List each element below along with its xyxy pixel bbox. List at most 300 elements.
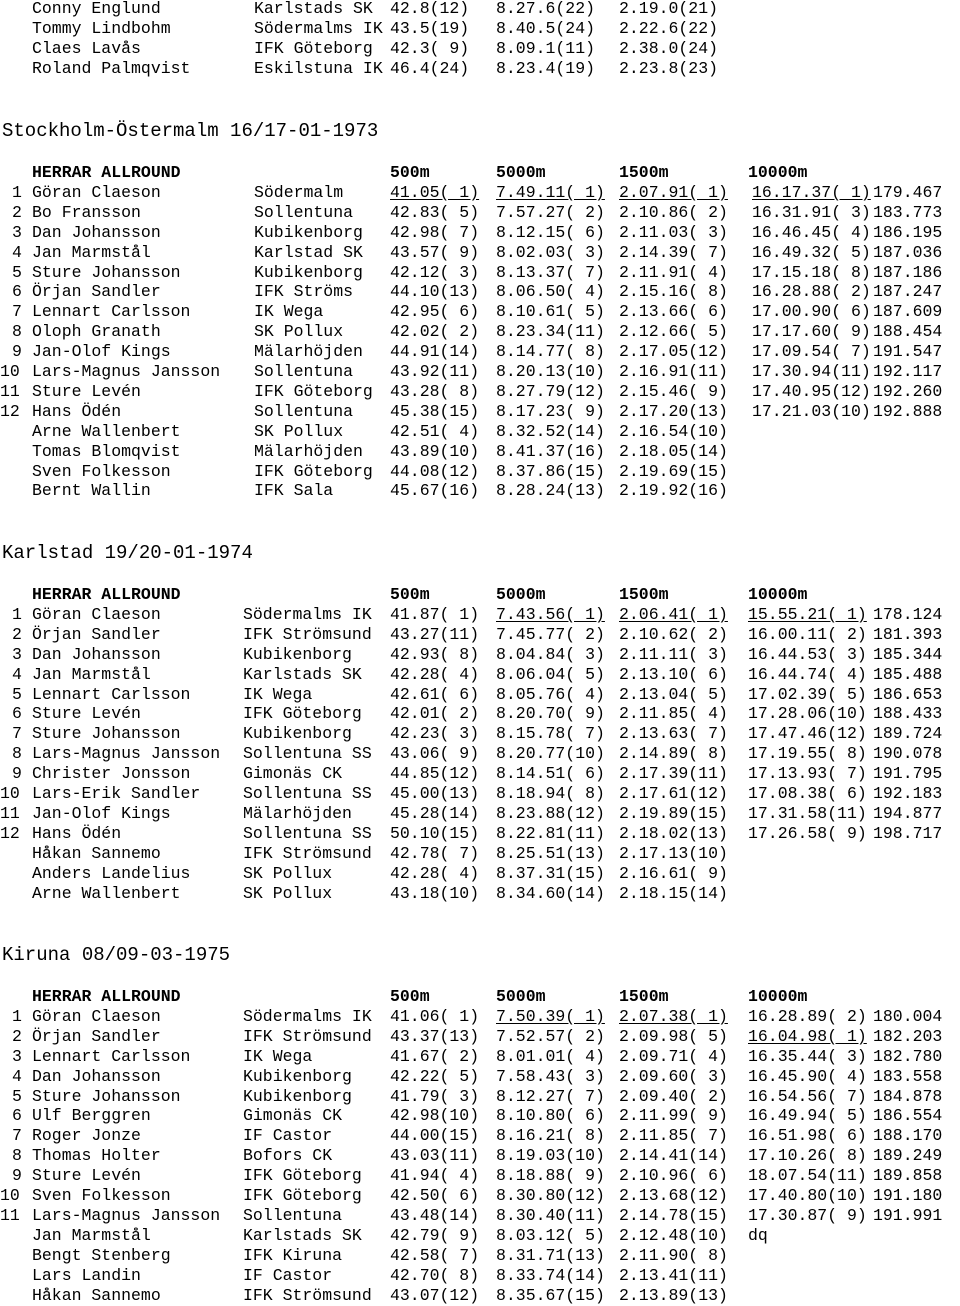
result-500m: 43.57( 9) xyxy=(390,242,480,262)
athlete-name: Sture Johansson xyxy=(32,262,181,282)
result-5000m: 8.05.76( 4) xyxy=(496,684,605,704)
athlete-name: Lars-Magnus Jansson xyxy=(32,362,221,381)
result-500m: 42.3( 9) xyxy=(390,38,470,58)
athlete-name: Hans Ödén xyxy=(32,823,122,843)
result-1500m: 2.19.0(21) xyxy=(619,0,719,18)
place-number: 7 xyxy=(12,724,22,744)
result-1500m: 2.10.86( 2) xyxy=(619,202,728,222)
total-points: 189.724 xyxy=(873,724,943,744)
result-500m: 50.10(15) xyxy=(390,823,480,843)
header-1500m: 1500m xyxy=(619,987,669,1006)
club-name: Södermalms IK xyxy=(243,604,372,624)
result-5000m: 8.37.31(15) xyxy=(496,863,605,883)
club-name: SK Pollux xyxy=(243,863,333,883)
result-10000m: 16.44.53( 3) xyxy=(748,644,867,664)
result-10000m: 16.49.94( 5) xyxy=(748,1106,867,1126)
result-500m: 45.00(13) xyxy=(390,784,480,803)
total-points: 191.547 xyxy=(873,342,943,362)
result-1500m: 2.17.05(12) xyxy=(619,342,728,362)
club-name: IFK Strömsund xyxy=(243,843,372,863)
club-name: Sollentuna xyxy=(254,401,354,421)
result-1500m: 2.11.85( 7) xyxy=(619,1126,728,1146)
total-points: 178.124 xyxy=(873,604,943,624)
club-name: Mälarhöjden xyxy=(243,803,352,823)
result-5000m: 8.12.27( 7) xyxy=(496,1086,605,1106)
athlete-name: Lars-Magnus Jansson xyxy=(32,744,221,764)
club-name: Sollentuna xyxy=(254,362,354,381)
club-name: IFK Kiruna xyxy=(243,1245,343,1265)
athlete-name: Håkan Sannemo xyxy=(32,843,161,863)
place-number: 2 xyxy=(12,202,22,222)
athlete-name: Örjan Sandler xyxy=(32,282,161,302)
club-name: Kubikenborg xyxy=(254,262,363,282)
total-points: 192.260 xyxy=(873,381,943,401)
header-1500m: 1500m xyxy=(619,163,669,182)
club-name: Mälarhöjden xyxy=(254,342,363,362)
result-10000m: 17.40.95(12) xyxy=(752,381,871,401)
result-5000m: 8.15.78( 7) xyxy=(496,724,605,744)
result-5000m: 8.06.50( 4) xyxy=(496,282,605,302)
result-5000m: 8.01.01( 4) xyxy=(496,1046,605,1066)
athlete-name: Sture Johansson xyxy=(32,1086,181,1106)
club-name: Bofors CK xyxy=(243,1146,333,1166)
result-1500m: 2.14.89( 8) xyxy=(619,744,728,764)
result-5000m: 8.27.6(22) xyxy=(496,0,596,18)
result-10000m: 17.28.06(10) xyxy=(748,704,867,724)
club-name: IK Wega xyxy=(243,684,313,704)
result-500m: 43.92(11) xyxy=(390,362,480,381)
total-points: 191.180 xyxy=(873,1186,943,1205)
place-number: 7 xyxy=(12,1126,22,1146)
result-1500m: 2.09.98( 5) xyxy=(619,1026,728,1046)
place-number: 6 xyxy=(12,1106,22,1126)
result-500m: 41.05( 1) xyxy=(390,182,480,202)
athlete-name: Sture Johansson xyxy=(32,724,181,744)
athlete-name: Jan Marmstål xyxy=(32,242,151,262)
result-10000m: 16.45.90( 4) xyxy=(748,1066,867,1086)
total-points: 183.558 xyxy=(873,1066,943,1086)
result-5000m: 8.40.5(24) xyxy=(496,18,596,38)
place-number: 4 xyxy=(12,1066,22,1086)
result-5000m: 7.58.43( 3) xyxy=(496,1066,605,1086)
result-500m: 43.06( 9) xyxy=(390,744,480,764)
header-category: HERRAR ALLROUND xyxy=(32,987,181,1006)
result-500m: 42.93( 8) xyxy=(390,644,480,664)
result-1500m: 2.11.85( 4) xyxy=(619,704,728,724)
result-1500m: 2.16.61( 9) xyxy=(619,863,728,883)
club-name: SK Pollux xyxy=(254,421,344,441)
total-points: 186.554 xyxy=(873,1106,943,1126)
result-1500m: 2.14.39( 7) xyxy=(619,242,728,262)
result-5000m: 8.30.80(12) xyxy=(496,1186,605,1205)
result-500m: 44.10(13) xyxy=(390,282,480,302)
athlete-name: Håkan Sannemo xyxy=(32,1285,161,1305)
competition-title: Kiruna 08/09-03-1975 xyxy=(2,944,231,966)
result-5000m: 8.20.13(10) xyxy=(496,362,605,381)
result-5000m: 8.13.37( 7) xyxy=(496,262,605,282)
athlete-name: Ulf Berggren xyxy=(32,1106,151,1126)
result-500m: 42.22( 5) xyxy=(390,1066,480,1086)
result-1500m: 2.11.99( 9) xyxy=(619,1106,728,1126)
athlete-name: Arne Wallenbert xyxy=(32,421,181,441)
result-5000m: 8.20.70( 9) xyxy=(496,704,605,724)
result-1500m: 2.18.02(13) xyxy=(619,823,728,843)
result-1500m: 2.14.41(14) xyxy=(619,1146,728,1166)
result-5000m: 7.50.39( 1) xyxy=(496,1006,605,1026)
result-5000m: 8.37.86(15) xyxy=(496,461,605,481)
header-5000m: 5000m xyxy=(496,987,546,1006)
competition-title: Stockholm-Östermalm 16/17-01-1973 xyxy=(2,120,379,142)
result-500m: 45.38(15) xyxy=(390,401,480,421)
result-5000m: 8.32.52(14) xyxy=(496,421,605,441)
club-name: IFK Strömsund xyxy=(243,1026,372,1046)
result-10000m: 17.15.18( 8) xyxy=(752,262,871,282)
athlete-name: Dan Johansson xyxy=(32,1066,161,1086)
athlete-name: Bengt Stenberg xyxy=(32,1245,171,1265)
result-1500m: 2.09.60( 3) xyxy=(619,1066,728,1086)
result-10000m: 16.46.45( 4) xyxy=(752,222,871,242)
total-points: 188.433 xyxy=(873,704,943,724)
result-1500m: 2.11.91( 4) xyxy=(619,262,728,282)
total-points: 191.795 xyxy=(873,764,943,784)
result-1500m: 2.15.16( 8) xyxy=(619,282,728,302)
place-number: 9 xyxy=(12,764,22,784)
result-1500m: 2.07.38( 1) xyxy=(619,1006,728,1026)
result-500m: 42.98( 7) xyxy=(390,222,480,242)
club-name: Sollentuna xyxy=(254,202,354,222)
result-5000m: 8.23.34(11) xyxy=(496,322,605,342)
result-10000m: 16.00.11( 2) xyxy=(748,624,867,644)
result-5000m: 8.31.71(13) xyxy=(496,1245,605,1265)
total-points: 186.195 xyxy=(873,222,943,242)
result-5000m: 7.52.57( 2) xyxy=(496,1026,605,1046)
result-5000m: 8.17.23( 9) xyxy=(496,401,605,421)
total-points: 192.183 xyxy=(873,784,943,803)
club-name: Sollentuna SS xyxy=(243,744,372,764)
total-points: 179.467 xyxy=(873,182,943,202)
result-10000m: 16.28.88( 2) xyxy=(752,282,871,302)
club-name: Södermalms IK xyxy=(243,1006,372,1026)
result-1500m: 2.15.46( 9) xyxy=(619,381,728,401)
result-10000m: 17.30.87( 9) xyxy=(748,1205,867,1225)
result-500m: 41.87( 1) xyxy=(390,604,480,624)
result-1500m: 2.16.54(10) xyxy=(619,421,728,441)
header-category: HERRAR ALLROUND xyxy=(32,585,181,604)
place-number: 3 xyxy=(12,644,22,664)
result-1500m: 2.19.69(15) xyxy=(619,461,728,481)
total-points: 194.877 xyxy=(873,803,943,823)
total-points: 188.170 xyxy=(873,1126,943,1146)
total-points: 189.858 xyxy=(873,1166,943,1186)
result-1500m: 2.18.05(14) xyxy=(619,441,728,461)
result-500m: 44.08(12) xyxy=(390,461,480,481)
result-500m: 42.28( 4) xyxy=(390,664,480,684)
result-1500m: 2.13.89(13) xyxy=(619,1285,728,1305)
athlete-name: Hans Ödén xyxy=(32,401,122,421)
club-name: IF Castor xyxy=(243,1126,333,1146)
result-500m: 45.67(16) xyxy=(390,481,480,501)
club-name: Södermalms IK xyxy=(254,18,383,38)
total-points: 180.004 xyxy=(873,1006,943,1026)
place-number: 10 xyxy=(0,784,20,803)
result-10000m: 15.55.21( 1) xyxy=(748,604,867,624)
athlete-name: Sture Levén xyxy=(32,381,141,401)
result-500m: 41.94( 4) xyxy=(390,1166,480,1186)
result-500m: 42.01( 2) xyxy=(390,704,480,724)
result-10000m: 16.35.44( 3) xyxy=(748,1046,867,1066)
result-10000m: 16.54.56( 7) xyxy=(748,1086,867,1106)
total-points: 191.991 xyxy=(873,1205,943,1225)
place-number: 9 xyxy=(12,342,22,362)
place-number: 10 xyxy=(0,1186,20,1205)
athlete-name: Anders Landelius xyxy=(32,863,191,883)
total-points: 189.249 xyxy=(873,1146,943,1166)
result-1500m: 2.14.78(15) xyxy=(619,1205,728,1225)
result-5000m: 8.10.80( 6) xyxy=(496,1106,605,1126)
result-5000m: 8.27.79(12) xyxy=(496,381,605,401)
result-500m: 42.98(10) xyxy=(390,1106,480,1126)
result-5000m: 8.35.67(15) xyxy=(496,1285,605,1305)
competition-title: Karlstad 19/20-01-1974 xyxy=(2,542,253,564)
result-5000m: 8.19.03(10) xyxy=(496,1146,605,1166)
club-name: Kubikenborg xyxy=(254,222,363,242)
result-500m: 42.50( 6) xyxy=(390,1186,480,1205)
result-1500m: 2.16.91(11) xyxy=(619,362,728,381)
athlete-name: Jan-Olof Kings xyxy=(32,803,171,823)
athlete-name: Roger Jonze xyxy=(32,1126,141,1146)
athlete-name: Thomas Holter xyxy=(32,1146,161,1166)
place-number: 11 xyxy=(0,381,20,401)
result-500m: 42.95( 6) xyxy=(390,302,480,322)
club-name: IK Wega xyxy=(243,1046,313,1066)
result-10000m: 17.30.94(11) xyxy=(752,362,871,381)
result-10000m: 16.04.98( 1) xyxy=(748,1026,867,1046)
result-5000m: 8.20.77(10) xyxy=(496,744,605,764)
result-500m: 43.18(10) xyxy=(390,883,480,903)
athlete-name: Göran Claeson xyxy=(32,604,161,624)
result-500m: 42.12( 3) xyxy=(390,262,480,282)
place-number: 4 xyxy=(12,242,22,262)
athlete-name: Göran Claeson xyxy=(32,182,161,202)
club-name: Södermalm xyxy=(254,182,344,202)
header-category: HERRAR ALLROUND xyxy=(32,163,181,182)
club-name: IFK Göteborg xyxy=(254,461,373,481)
club-name: IFK Sala xyxy=(254,481,334,501)
result-5000m: 8.12.15( 6) xyxy=(496,222,605,242)
place-number: 1 xyxy=(12,604,22,624)
club-name: Eskilstuna IK xyxy=(254,58,383,78)
athlete-name: Jan Marmstål xyxy=(32,1225,151,1245)
result-500m: 42.58( 7) xyxy=(390,1245,480,1265)
result-5000m: 8.22.81(11) xyxy=(496,823,605,843)
athlete-name: Bernt Wallin xyxy=(32,481,151,501)
result-5000m: 8.18.94( 8) xyxy=(496,784,605,803)
club-name: Karlstads SK xyxy=(243,664,362,684)
place-number: 1 xyxy=(12,182,22,202)
club-name: IK Wega xyxy=(254,302,324,322)
total-points: 185.488 xyxy=(873,664,943,684)
result-5000m: 7.45.77( 2) xyxy=(496,624,605,644)
result-500m: 46.4(24) xyxy=(390,58,470,78)
result-500m: 42.61( 6) xyxy=(390,684,480,704)
result-1500m: 2.18.15(14) xyxy=(619,883,728,903)
club-name: Gimonäs CK xyxy=(243,1106,343,1126)
result-1500m: 2.13.68(12) xyxy=(619,1186,728,1205)
result-1500m: 2.13.66( 6) xyxy=(619,302,728,322)
club-name: IFK Strömsund xyxy=(243,1285,372,1305)
result-500m: 43.27(11) xyxy=(390,624,480,644)
result-1500m: 2.12.66( 5) xyxy=(619,322,728,342)
result-10000m: 16.51.98( 6) xyxy=(748,1126,867,1146)
total-points: 183.773 xyxy=(873,202,943,222)
place-number: 8 xyxy=(12,1146,22,1166)
place-number: 11 xyxy=(0,803,20,823)
header-5000m: 5000m xyxy=(496,585,546,604)
result-10000m: 16.28.89( 2) xyxy=(748,1006,867,1026)
result-1500m: 2.11.03( 3) xyxy=(619,222,728,242)
place-number: 12 xyxy=(0,823,20,843)
total-points: 187.247 xyxy=(873,282,943,302)
result-500m: 43.37(13) xyxy=(390,1026,480,1046)
club-name: IFK Göteborg xyxy=(254,38,373,58)
result-500m: 44.00(15) xyxy=(390,1126,480,1146)
result-5000m: 7.57.27( 2) xyxy=(496,202,605,222)
club-name: Kubikenborg xyxy=(243,644,352,664)
club-name: Karlstads SK xyxy=(254,0,373,18)
result-500m: 42.51( 4) xyxy=(390,421,480,441)
result-5000m: 8.14.51( 6) xyxy=(496,764,605,784)
athlete-name: Lars-Erik Sandler xyxy=(32,784,201,803)
result-500m: 42.28( 4) xyxy=(390,863,480,883)
result-10000m: 17.26.58( 9) xyxy=(748,823,867,843)
result-500m: 43.5(19) xyxy=(390,18,470,38)
club-name: SK Pollux xyxy=(254,322,344,342)
club-name: Karlstads SK xyxy=(243,1225,362,1245)
athlete-name: Örjan Sandler xyxy=(32,1026,161,1046)
result-5000m: 8.30.40(11) xyxy=(496,1205,605,1225)
result-1500m: 2.17.20(13) xyxy=(619,401,728,421)
club-name: Sollentuna SS xyxy=(243,784,372,803)
total-points: 182.203 xyxy=(873,1026,943,1046)
result-1500m: 2.23.8(23) xyxy=(619,58,719,78)
place-number: 12 xyxy=(0,401,20,421)
result-5000m: 8.25.51(13) xyxy=(496,843,605,863)
result-5000m: 8.09.1(11) xyxy=(496,38,596,58)
header-5000m: 5000m xyxy=(496,163,546,182)
result-10000m: 16.17.37( 1) xyxy=(752,182,871,202)
result-500m: 44.85(12) xyxy=(390,764,480,784)
athlete-name: Lars Landin xyxy=(32,1265,141,1285)
place-number: 3 xyxy=(12,1046,22,1066)
club-name: IFK Strömsund xyxy=(243,624,372,644)
athlete-name: Lennart Carlsson xyxy=(32,302,191,322)
place-number: 1 xyxy=(12,1006,22,1026)
result-500m: 42.78( 7) xyxy=(390,843,480,863)
athlete-name: Arne Wallenbert xyxy=(32,883,181,903)
result-1500m: 2.11.90( 8) xyxy=(619,1245,728,1265)
result-5000m: 8.33.74(14) xyxy=(496,1265,605,1285)
club-name: IFK Göteborg xyxy=(243,1166,362,1186)
result-500m: 45.28(14) xyxy=(390,803,480,823)
place-number: 6 xyxy=(12,282,22,302)
result-1500m: 2.13.10( 6) xyxy=(619,664,728,684)
total-points: 185.344 xyxy=(873,644,943,664)
total-points: 187.186 xyxy=(873,262,943,282)
result-500m: 42.79( 9) xyxy=(390,1225,480,1245)
total-points: 187.609 xyxy=(873,302,943,322)
total-points: 181.393 xyxy=(873,624,943,644)
club-name: Kubikenborg xyxy=(243,724,352,744)
total-points: 198.717 xyxy=(873,823,943,843)
result-1500m: 2.06.41( 1) xyxy=(619,604,728,624)
athlete-name: Bo Fransson xyxy=(32,202,141,222)
result-10000m: 17.47.46(12) xyxy=(748,724,867,744)
athlete-name: Dan Johansson xyxy=(32,644,161,664)
athlete-name: Lennart Carlsson xyxy=(32,684,191,704)
header-500m: 500m xyxy=(390,163,430,182)
header-1500m: 1500m xyxy=(619,585,669,604)
athlete-name: Sture Levén xyxy=(32,1166,141,1186)
result-1500m: 2.09.71( 4) xyxy=(619,1046,728,1066)
total-points: 190.078 xyxy=(873,744,943,764)
result-1500m: 2.13.63( 7) xyxy=(619,724,728,744)
result-10000m: dq xyxy=(748,1225,768,1245)
result-1500m: 2.38.0(24) xyxy=(619,38,719,58)
place-number: 2 xyxy=(12,1026,22,1046)
total-points: 192.117 xyxy=(873,362,943,381)
result-500m: 44.91(14) xyxy=(390,342,480,362)
result-5000m: 8.28.24(13) xyxy=(496,481,605,501)
total-points: 184.878 xyxy=(873,1086,943,1106)
result-500m: 43.48(14) xyxy=(390,1205,480,1225)
place-number: 5 xyxy=(12,1086,22,1106)
club-name: Karlstad SK xyxy=(254,242,363,262)
result-1500m: 2.22.6(22) xyxy=(619,18,719,38)
total-points: 186.653 xyxy=(873,684,943,704)
result-5000m: 8.06.04( 5) xyxy=(496,664,605,684)
club-name: SK Pollux xyxy=(243,883,333,903)
club-name: Kubikenborg xyxy=(243,1086,352,1106)
result-5000m: 8.14.77( 8) xyxy=(496,342,605,362)
result-1500m: 2.10.62( 2) xyxy=(619,624,728,644)
club-name: IFK Göteborg xyxy=(243,704,362,724)
result-1500m: 2.17.13(10) xyxy=(619,843,728,863)
header-10000m: 10000m xyxy=(748,585,808,604)
club-name: IFK Ströms xyxy=(254,282,354,302)
result-10000m: 17.21.03(10) xyxy=(752,401,871,421)
athlete-name: Jan-Olof Kings xyxy=(32,342,171,362)
place-number: 5 xyxy=(12,262,22,282)
result-500m: 41.06( 1) xyxy=(390,1006,480,1026)
result-5000m: 8.34.60(14) xyxy=(496,883,605,903)
result-5000m: 8.03.12( 5) xyxy=(496,1225,605,1245)
result-10000m: 17.17.60( 9) xyxy=(752,322,871,342)
result-5000m: 8.23.4(19) xyxy=(496,58,596,78)
result-10000m: 17.40.80(10) xyxy=(748,1186,867,1205)
result-10000m: 17.13.93( 7) xyxy=(748,764,867,784)
result-1500m: 2.19.89(15) xyxy=(619,803,728,823)
result-1500m: 2.13.04( 5) xyxy=(619,684,728,704)
result-5000m: 8.41.37(16) xyxy=(496,441,605,461)
athlete-name: Jan Marmstål xyxy=(32,664,151,684)
result-10000m: 18.07.54(11) xyxy=(748,1166,867,1186)
header-10000m: 10000m xyxy=(748,987,808,1006)
result-1500m: 2.11.11( 3) xyxy=(619,644,728,664)
athlete-name: Göran Claeson xyxy=(32,1006,161,1026)
club-name: Sollentuna SS xyxy=(243,823,372,843)
result-10000m: 16.49.32( 5) xyxy=(752,242,871,262)
result-1500m: 2.17.39(11) xyxy=(619,764,728,784)
